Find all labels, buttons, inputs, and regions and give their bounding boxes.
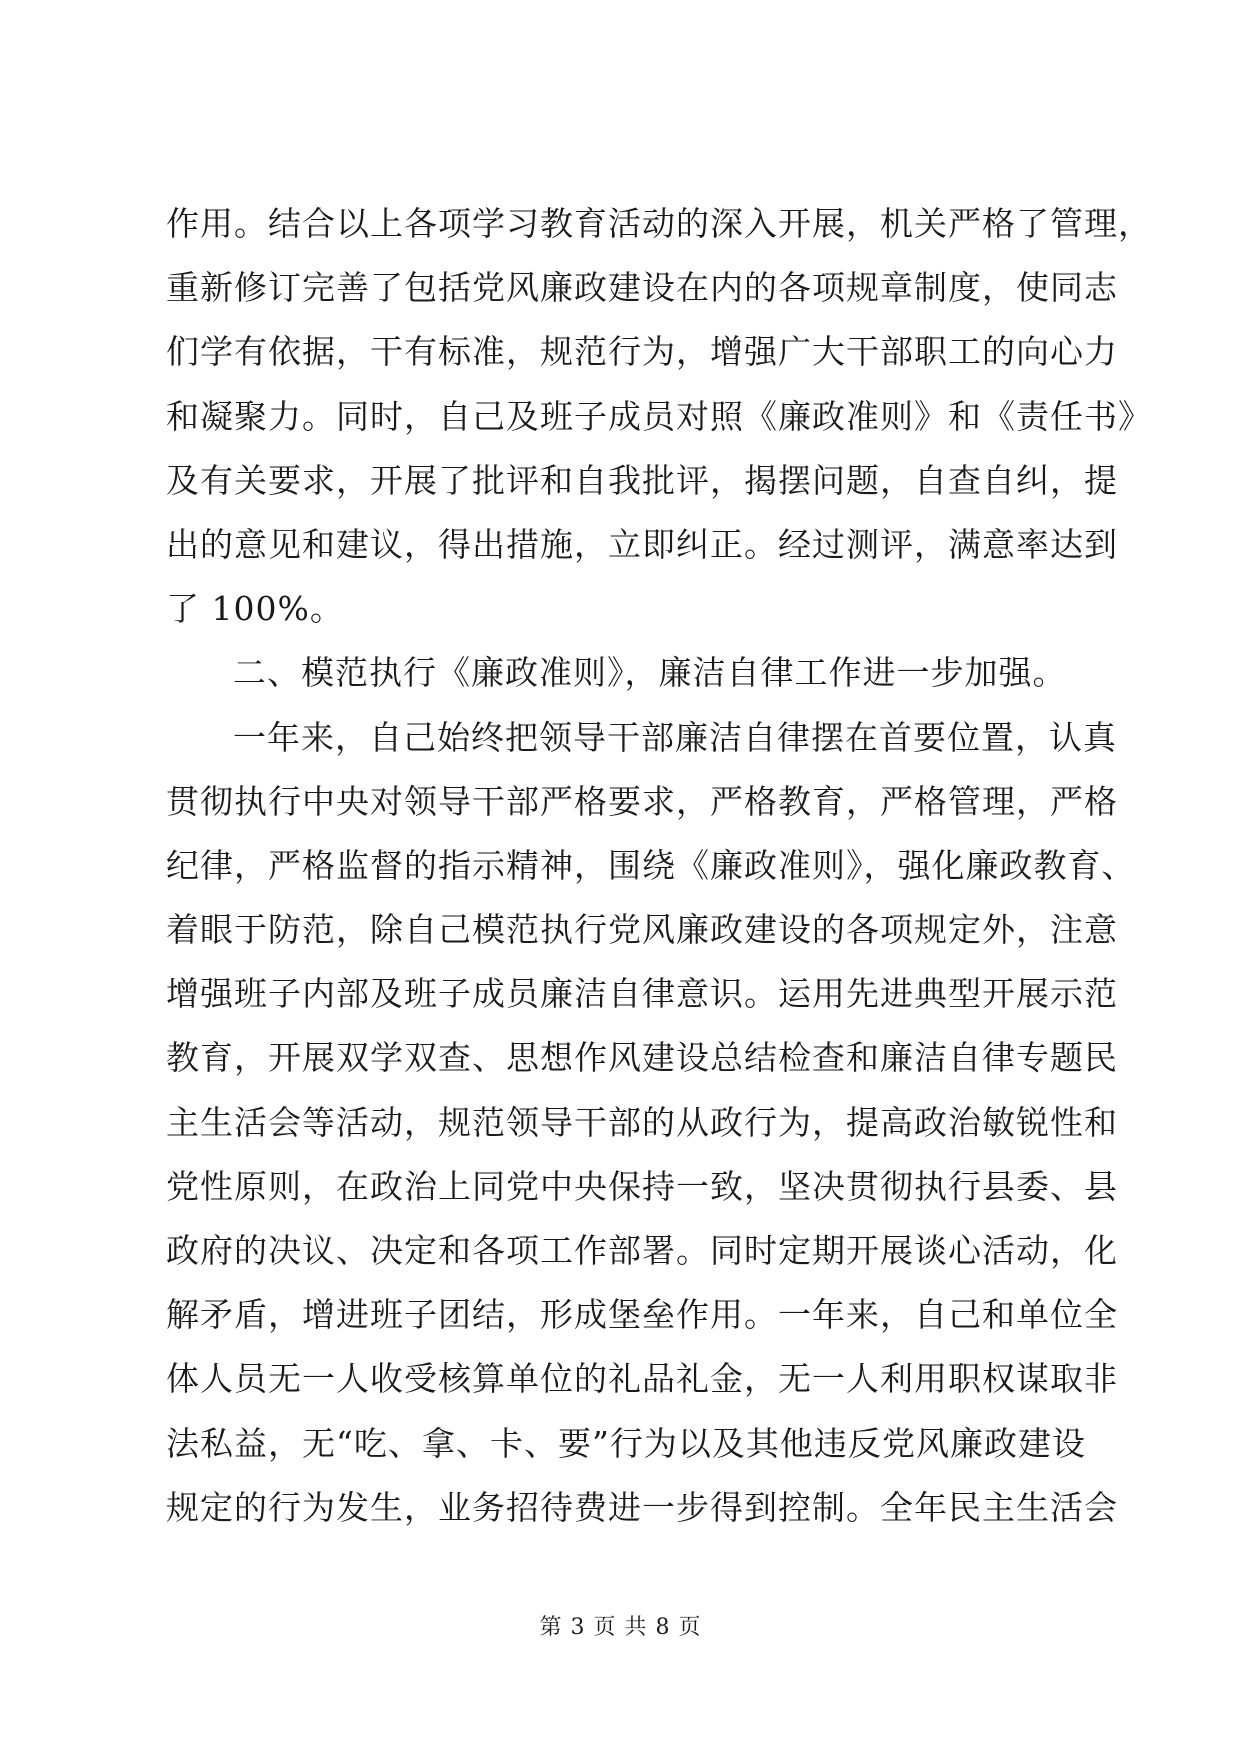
text-line: 教育，开展双学双查、思想作风建设总结检查和廉洁自律专题民 [166, 1038, 1118, 1078]
text-line: 体人员无一人收受核算单位的礼品礼金，无一人利用职权谋取非 [166, 1359, 1118, 1399]
text-line: 主生活会等活动，规范领导干部的从政行为，提高政治敏锐性和 [166, 1102, 1118, 1142]
text-line: 及有关要求，开展了批评和自我批评，揭摆问题，自查自纠，提 [166, 460, 1118, 500]
text-line: 增强班子内部及班子成员廉洁自律意识。运用先进典型开展示范 [166, 974, 1118, 1014]
text-line: 着眼于防范，除自己模范执行党风廉政建设的各项规定外，注意 [166, 910, 1118, 950]
text-line: 贯彻执行中央对领导干部严格要求，严格教育，严格管理，严格 [166, 781, 1118, 821]
text-line: 解矛盾，增进班子团结，形成堡垒作用。一年来，自己和单位全 [166, 1295, 1118, 1335]
text-line: 规定的行为发生，业务招待费进一步得到控制。全年民主生活会 [166, 1487, 1118, 1527]
text-line: 重新修订完善了包括党风廉政建设在内的各项规章制度，使同志 [166, 268, 1118, 308]
section-heading: 二、模范执行《廉政准则》，廉洁自律工作进一步加强。 [233, 653, 1067, 693]
text-line: 了 100%。 [166, 589, 344, 629]
body-text [166, 192, 1152, 1540]
text-line: 们学有依据，干有标准，规范行为，增强广大干部职工的向心力 [166, 332, 1118, 372]
text-line: 一年来，自己始终把领导干部廉洁自律摆在首要位置，认真 [233, 717, 1117, 757]
text-line: 政府的决议、决定和各项工作部署。同时定期开展谈心活动，化 [166, 1231, 1118, 1270]
text-line: 党性原则，在政治上同党中央保持一致，坚决贯彻执行县委、县 [166, 1166, 1118, 1206]
text-line: 纪律，严格监督的指示精神，围绕《廉政准则》，强化廉政教育、 [166, 845, 1136, 885]
text-line: 出的意见和建议，得出措施，立即纠正。经过测评，满意率达到 [166, 524, 1118, 564]
page-footer: 第 3 页 共 8 页 [539, 1615, 702, 1640]
text-line: 法私益，无“吃、拿、卡、要”行为以及其他违反党风廉政建设 [166, 1423, 1086, 1463]
text-line: 和凝聚力。同时，自己及班子成员对照《廉政准则》和《责任书》 [166, 396, 1152, 436]
text-line: 作用。结合以上各项学习教育活动的深入开展，机关严格了管理， [166, 204, 1152, 243]
